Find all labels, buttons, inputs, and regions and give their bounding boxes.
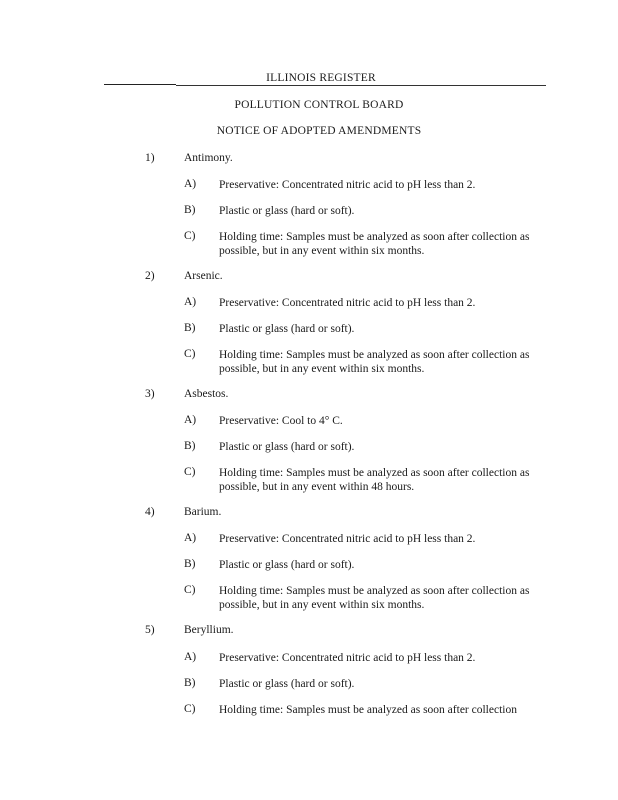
notice-title: NOTICE OF ADOPTED AMENDMENTS bbox=[216, 125, 422, 137]
sub-label: A) bbox=[184, 178, 197, 190]
sub-label: B) bbox=[184, 204, 196, 216]
sub-text: Holding time: Samples must be analyzed as soon after collection as possible, but in any event within six months. bbox=[219, 231, 530, 257]
sub-text: Plastic or glass (hard or soft). bbox=[219, 559, 355, 571]
board-title: POLLUTION CONTROL BOARD bbox=[234, 99, 404, 111]
sub-text: Preservative: Concentrated nitric acid to pH less than 2. bbox=[219, 179, 476, 191]
register-title: ILLINOIS REGISTER bbox=[266, 72, 376, 84]
item-number: 2) bbox=[145, 270, 155, 282]
sub-label: C) bbox=[184, 348, 196, 360]
sub-label: A) bbox=[184, 414, 197, 426]
item-number: 5) bbox=[145, 624, 155, 636]
sub-label: C) bbox=[184, 703, 196, 715]
sub-text: Preservative: Concentrated nitric acid to pH less than 2. bbox=[219, 533, 476, 545]
sub-label: A) bbox=[184, 532, 197, 544]
sub-label: B) bbox=[184, 440, 196, 452]
item-name: Beryllium. bbox=[184, 624, 234, 636]
sub-label: B) bbox=[184, 677, 196, 689]
sub-label: C) bbox=[184, 466, 196, 478]
sub-text: Holding time: Samples must be analyzed as soon after collection as possible, but in any event within six months. bbox=[219, 585, 530, 611]
sub-text: Holding time: Samples must be analyzed as soon after collection bbox=[219, 704, 517, 716]
sub-text: Plastic or glass (hard or soft). bbox=[219, 441, 355, 453]
sub-text: Plastic or glass (hard or soft). bbox=[219, 323, 355, 335]
item-number: 1) bbox=[145, 152, 155, 164]
header-rule-short bbox=[104, 84, 176, 85]
sub-label: A) bbox=[184, 296, 197, 308]
sub-text: Holding time: Samples must be analyzed as soon after collection as possible, but in any event within six months. bbox=[219, 349, 530, 375]
sub-text: Holding time: Samples must be analyzed as soon after collection as possible, but in any event within 48 hours. bbox=[219, 467, 530, 493]
sub-text: Plastic or glass (hard or soft). bbox=[219, 678, 355, 690]
sub-label: A) bbox=[184, 651, 197, 663]
sub-label: B) bbox=[184, 558, 196, 570]
item-name: Antimony. bbox=[184, 152, 233, 164]
item-name: Asbestos. bbox=[184, 388, 229, 400]
sub-text: Preservative: Concentrated nitric acid to pH less than 2. bbox=[219, 652, 476, 664]
sub-text: Preservative: Concentrated nitric acid to pH less than 2. bbox=[219, 297, 476, 309]
item-number: 4) bbox=[145, 506, 155, 518]
item-number: 3) bbox=[145, 388, 155, 400]
item-name: Barium. bbox=[184, 506, 222, 518]
item-name: Arsenic. bbox=[184, 270, 223, 282]
sub-label: C) bbox=[184, 584, 196, 596]
sub-label: C) bbox=[184, 230, 196, 242]
sub-text: Preservative: Cool to 4° C. bbox=[219, 415, 343, 427]
header-rule bbox=[176, 85, 546, 86]
sub-label: B) bbox=[184, 322, 196, 334]
sub-text: Plastic or glass (hard or soft). bbox=[219, 205, 355, 217]
